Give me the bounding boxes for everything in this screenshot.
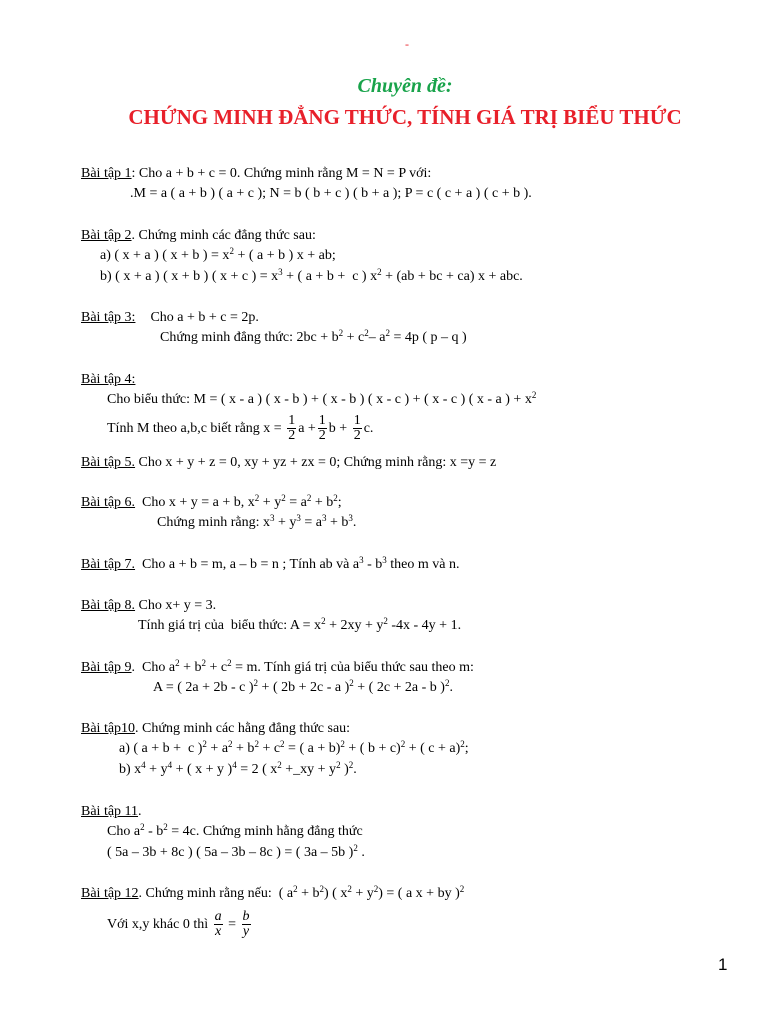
exercise-3-label: Bài tập 3: (81, 310, 136, 325)
page-title: CHỨNG MINH ĐẲNG THỨC, TÍNH GIÁ TRỊ BIỂU THỨC (128, 105, 682, 129)
exercise-2-line-1: Bài tập 2. Chứng minh các đẳng thức sau: (81, 228, 316, 243)
exercise-12-line-1: Bài tập 12. Chứng minh rằng nếu: ( $a^2 + b^2$) ( $x^2 + y^2$) = ( a x + by )$^2$ (81, 884, 465, 901)
exercise-3-line-2: Chứng minh đẳng thức: $2bc + b^2 + c^2-$ $a^2 = 4p$ ( p – q ) (160, 328, 467, 345)
exercise-5-line-1: Bài tập 5. Cho x + y + z = 0, xy + yz + zx = 0; Chứng minh rằng: x =y = z (81, 455, 497, 470)
exercise-11-label-line: Bài tập 11. (81, 804, 142, 819)
exercise-4-label: Bài tập 4: (81, 372, 136, 387)
exercise-11-line-1: Cho $a^2 - b^2 = 4c$. Chứng minh hằng đẳng thức (107, 822, 363, 839)
exercise-4-line-1: Cho biểu thức: M = ( x - a ) ( x - b ) + ( x - b ) ( x - c ) + ( x - c ) ( x - a ) + $x^2$ (107, 390, 537, 407)
fraction-half-1: $\frac{1}{2}$ (288, 413, 296, 444)
exercise-1-line-2: .M = a ( a + b ) ( a + c ); N = b ( b + c ) ( b + a ); P = c ( c + a ) ( c + b ). (130, 186, 532, 201)
exercise-7-label: Bài tập 7. (81, 557, 136, 572)
exercise-12-label: Bài tập 12 (81, 886, 139, 901)
exercise-6-label: Bài tập 6. (81, 495, 136, 510)
exercise-5-label: Bài tập 5. (81, 455, 136, 470)
exercise-4-line-2: Tính M theo a,b,c biết rằng x = $\frac{1}{2}$ a + $\frac{1}{2}$ b + $\frac{1}{2}$ c. (107, 413, 374, 444)
exercise-10-label: Bài tập10 (81, 721, 136, 736)
exercise-10-line-3: b) $x^4 + y^4$ + ( x + y )$^4$ = 2 ( $x^2$ +_xy + $y^2$ )$^2$. (119, 760, 357, 777)
header-dash: - (405, 37, 409, 51)
exercise-10-line-1: Bài tập10. Chứng minh các hằng đẳng thức sau: (81, 721, 351, 736)
exercise-2-line-3: b) ( x + a ) ( x + b ) ( x + c ) = $x^3$ + ( a + b + c ) $x^2 + (ab$ + bc + ca) x + abc. (100, 267, 523, 284)
exercise-6-line-2: Chứng minh rằng: $x^3 + y^3 = a^3 + b^3$. (157, 513, 357, 530)
exercise-9-line-1: Bài tập 9. Cho $a^2 + b^2 + c^2 = m$. Tính giá trị của biểu thức sau theo m: (81, 658, 474, 675)
exercise-2-line-2: a) ( x + a ) ( x + b ) = $x^2$ + ( a + b ) x + ab; (100, 246, 336, 263)
exercise-8-label: Bài tập 8. (81, 598, 136, 613)
fraction-half-2: $\frac{1}{2}$ (318, 413, 326, 444)
exercise-7-line-1: Bài tập 7. Cho a + b = m, a – b = n ; Tính ab và $a^3 - b^3$ theo m và n. (81, 555, 460, 572)
exercise-9-line-2: A = ( 2a + 2b - c )$^2$ + ( 2b + 2c - a )$^2$ + ( 2c + 2a - b )$^2$. (153, 678, 453, 695)
exercise-1-line-1: Bài tập 1: Cho a + b + c = 0. Chứng minh rằng M = N = P với: (81, 166, 432, 181)
fraction-b-over-y: $\frac{b}{y}$ (242, 909, 250, 940)
fraction-half-3: $\frac{1}{2}$ (353, 413, 361, 444)
exercise-6-line-1: Bài tập 6. Cho x + y = a + b, $x^2 + y^2 = a^2 + b^2$; (81, 493, 342, 510)
exercise-1-label: Bài tập 1 (81, 166, 132, 181)
exercise-11-label: Bài tập 11 (81, 804, 139, 819)
exercise-2-label: Bài tập 2 (81, 228, 132, 243)
page-number: 1 (718, 955, 728, 974)
page-subtitle: Chuyên đề: (357, 75, 453, 97)
exercise-11-line-2: ( 5a – 3b + 8c ) ( 5a – 3b – 8c ) = ( 3a – 5b )$^2$ . (107, 843, 365, 860)
exercise-8-line-2: Tính giá trị của biểu thức: $A = x^2 + 2xy + y^2$ -4x - 4y + 1. (138, 616, 462, 633)
exercise-3-line-1: Bài tập 3: Cho a + b + c = 2p. (81, 310, 259, 325)
exercise-12-line-2: Với x,y khác 0 thì $\frac{a}{x}$ = $\frac{b}{y}$ (107, 909, 250, 940)
exercise-9-label: Bài tập 9 (81, 660, 132, 675)
exercise-10-line-2: a) ( a + b + c )$^2 + a^2 + b^2 + c^2$ = ( a + b)$^2$ + ( b + c)$^2$ + ( c + a)$^2$; (119, 739, 469, 756)
exercise-8-line-1: Bài tập 8. Cho x+ y = 3. (81, 598, 217, 613)
fraction-a-over-x: $\frac{a}{x}$ (214, 909, 222, 940)
